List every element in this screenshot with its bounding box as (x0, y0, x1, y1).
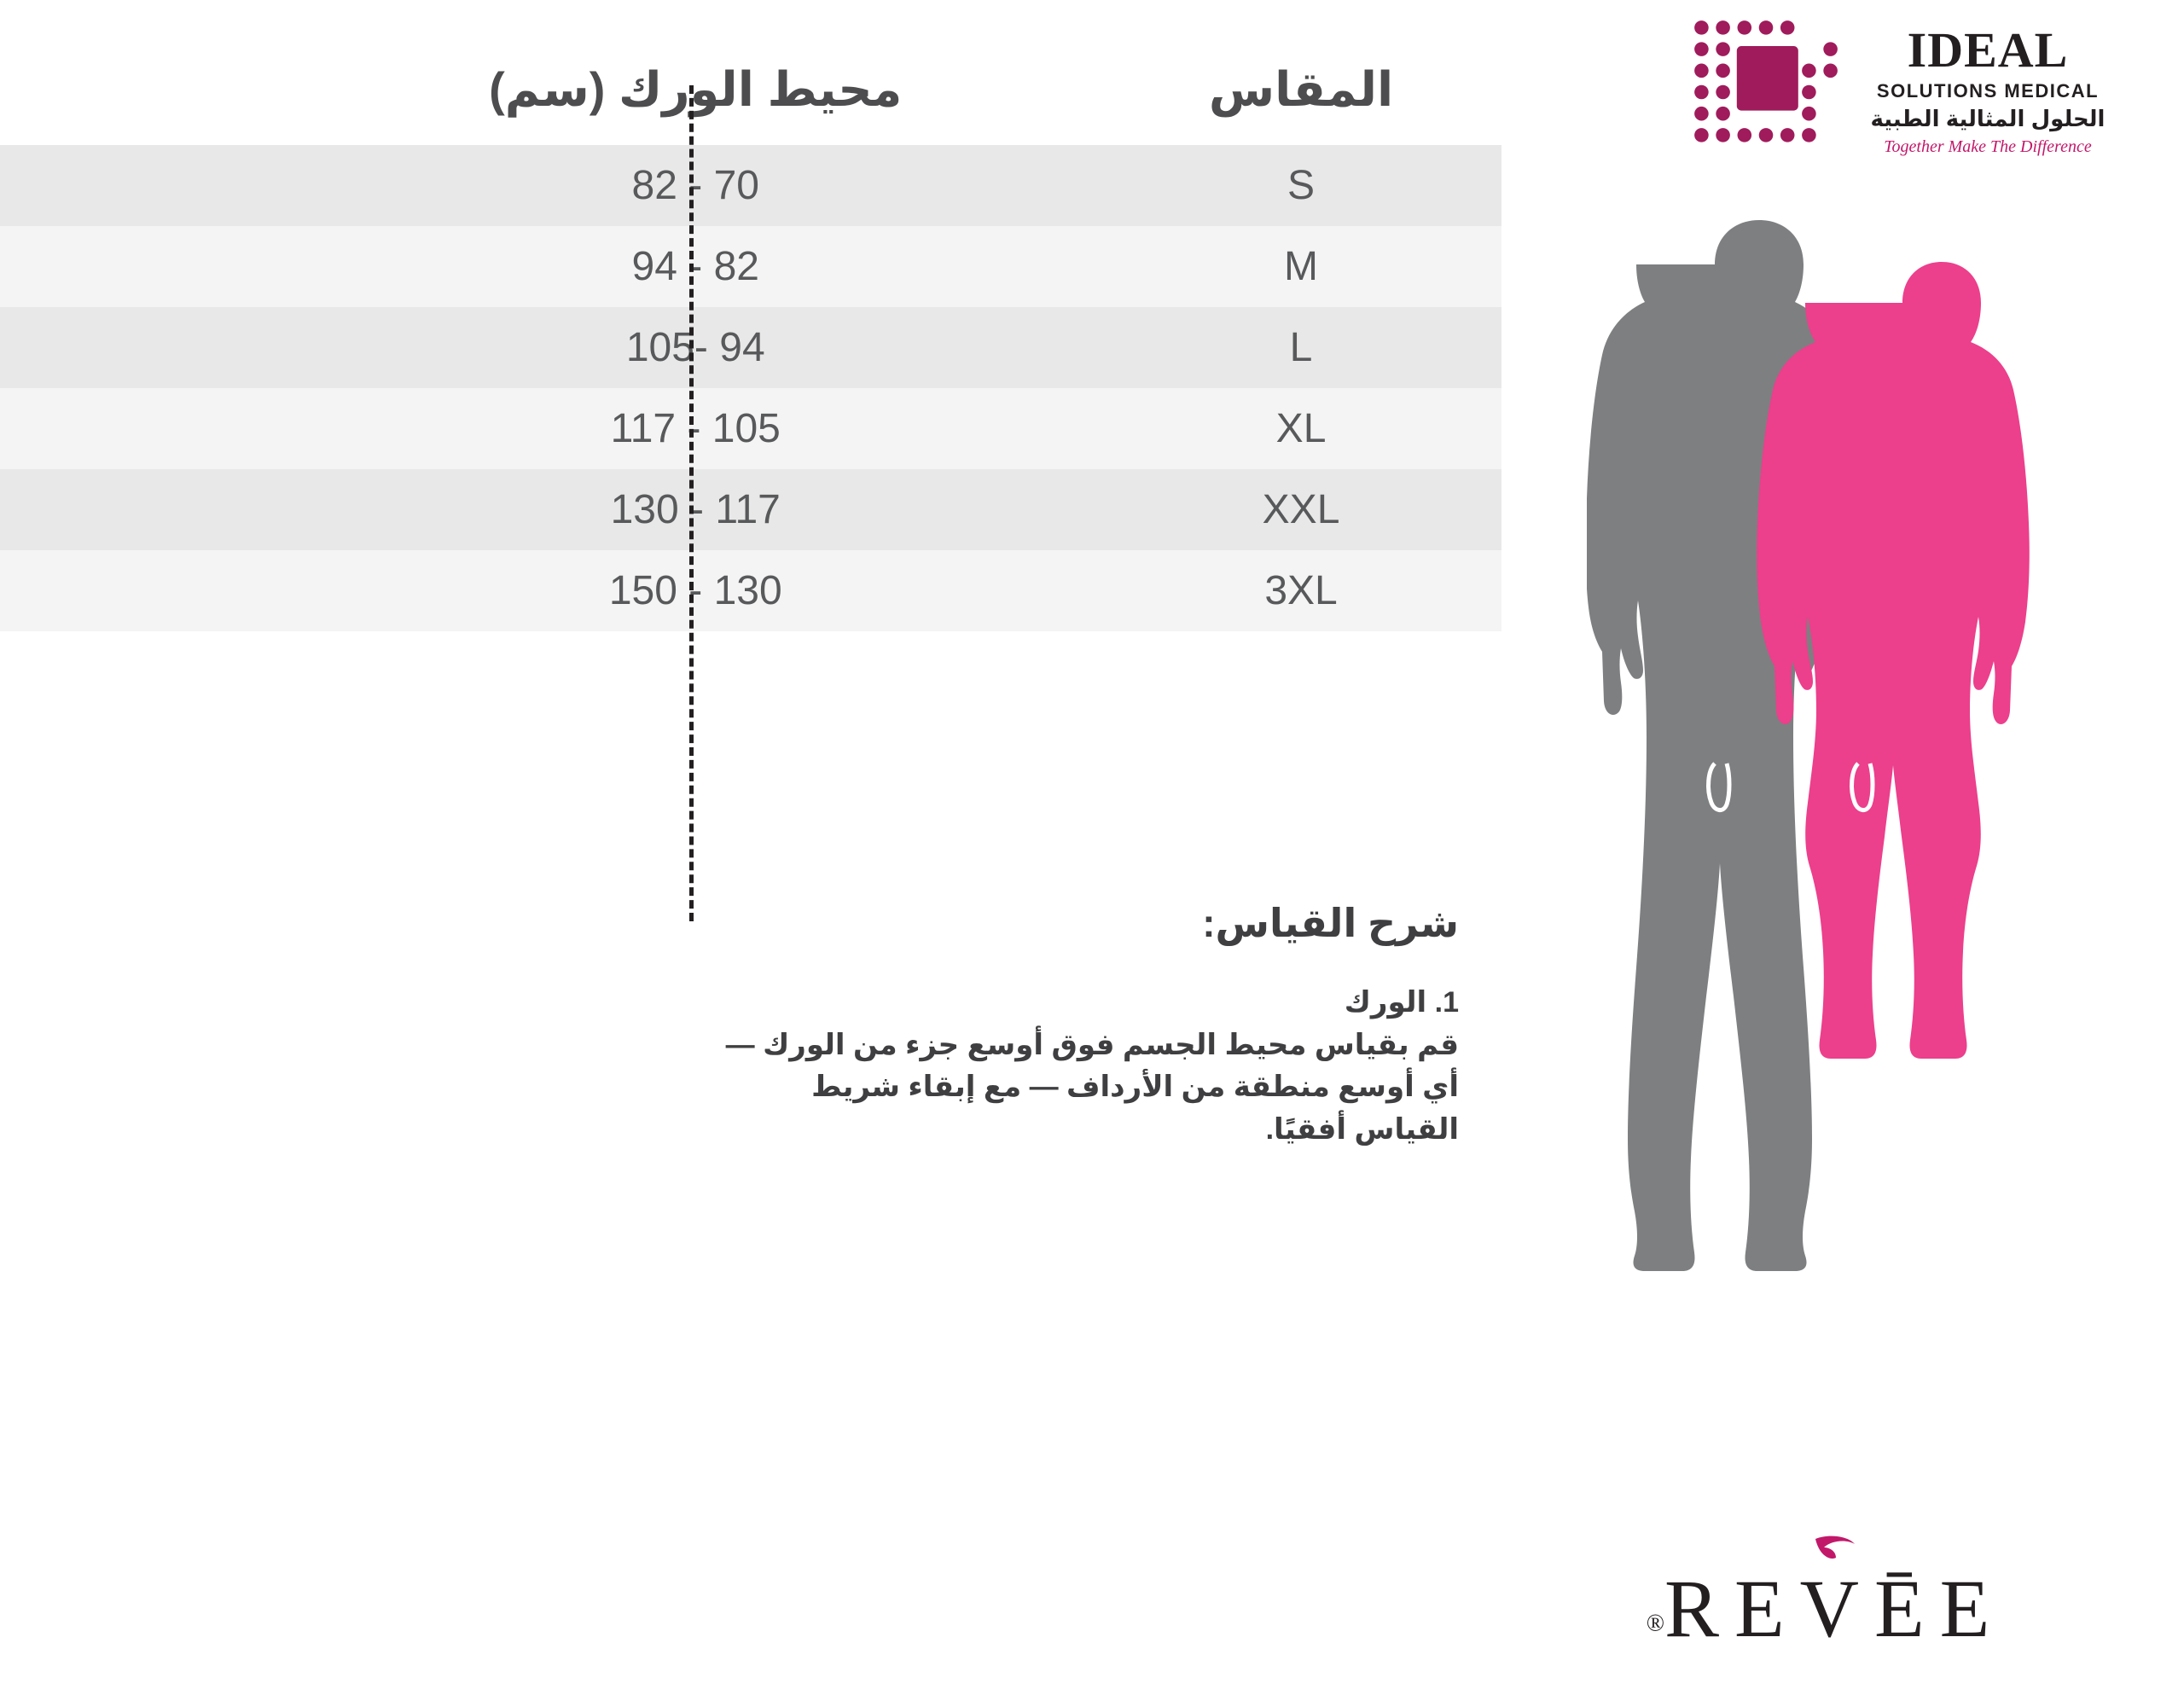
cell-size: 3XL (1264, 568, 1338, 613)
ideal-solutions-logo (1689, 9, 2124, 192)
cell-size: XL (1275, 406, 1327, 451)
table-header-measure: محيط الورك (سم) (489, 62, 903, 116)
ideal-logo-text (1851, 22, 2124, 157)
table-row (0, 550, 1502, 631)
cell-value: 105 - 117 (610, 406, 781, 451)
ideal-logo-tagline: Together Make The Difference (1884, 137, 2092, 156)
revee-swoosh-icon (1810, 1532, 1862, 1566)
table-header-size: المقاس (1208, 62, 1394, 116)
revee-registered-mark: ® (1646, 1610, 1664, 1637)
explanation-item-body: قم بقياس محيط الجسم فوق أوسع جزء من الورك — أي أوسع منطقة من الأرداف — مع إبقاء شريط القياس أفقيًا. (725, 1029, 1459, 1146)
table-row (0, 226, 1502, 307)
cell-value: 130 - 150 (608, 568, 782, 613)
table-row (0, 145, 1502, 226)
cell-value: 94 -105 (625, 325, 765, 370)
body-silhouettes (1587, 218, 2116, 1454)
ideal-dot-square-icon (1689, 15, 1843, 169)
revee-wordmark: REVĒE (1664, 1563, 2006, 1654)
table-row (0, 307, 1502, 388)
table-row (0, 469, 1502, 550)
silhouette-group (1587, 218, 2116, 1454)
ideal-logo-subtitle: SOLUTIONS MEDICAL (1876, 80, 2100, 102)
table-column-divider (689, 85, 694, 921)
table-row (0, 388, 1502, 469)
explanation-item-title: 1. الورك (1344, 986, 1459, 1019)
measurement-explanation (708, 900, 1459, 1151)
cell-size: L (1289, 325, 1313, 370)
ideal-logo-arabic: الحلول المثالية الطبية (1870, 106, 2106, 131)
cell-size: XXL (1262, 487, 1340, 532)
ideal-logo-name: IDEAL (1907, 22, 2069, 78)
table-body (0, 145, 1502, 631)
explanation-title: شرح القياس: (1202, 901, 1459, 945)
cell-size: M (1284, 244, 1319, 289)
table-header-row (0, 34, 1502, 145)
size-chart-table (0, 34, 1502, 631)
cell-value: 117 - 130 (610, 487, 781, 532)
revee-brand-logo (1570, 1563, 2082, 1654)
cell-value: 82 - 94 (631, 244, 759, 289)
cell-value: 70 - 82 (631, 163, 759, 208)
cell-size: S (1287, 163, 1316, 208)
